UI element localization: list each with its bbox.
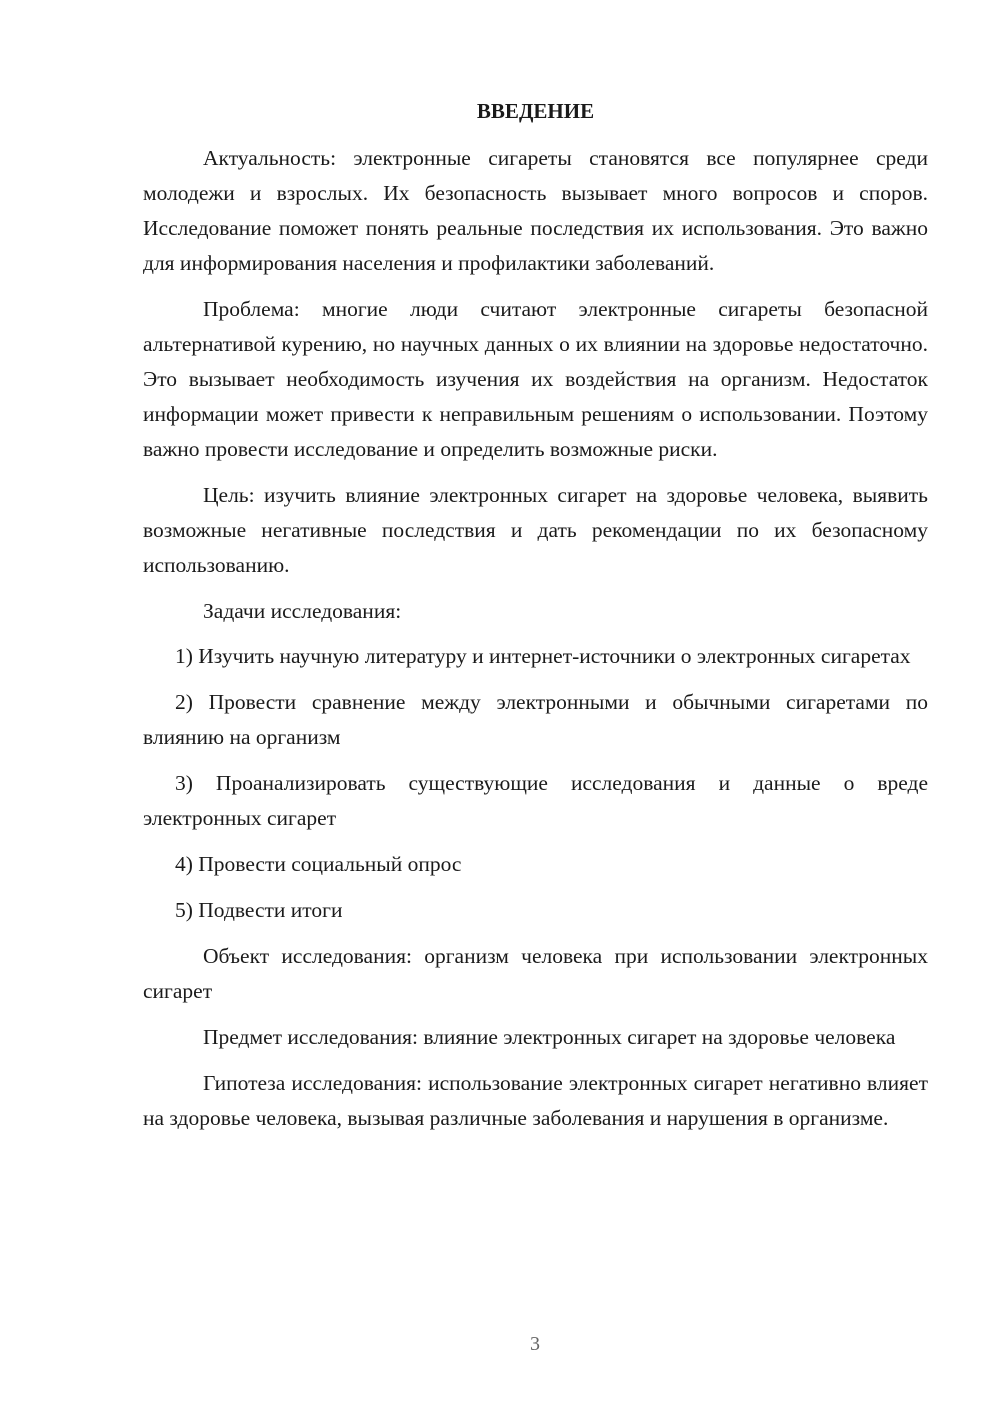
task-item-5: 5) Подвести итоги — [175, 898, 343, 922]
paragraph-hypothesis: Гипотеза исследования: использование электронных сигарет негативно влияет на здоровье человека, вызывая различные заболевания и нарушения в организме. — [143, 1071, 928, 1130]
paragraph-subject: Предмет исследования: влияние электронных сигарет на здоровье человека — [203, 1025, 896, 1049]
paragraph-relevance: Актуальность: электронные сигареты становятся все популярнее среди молодежи и взрослых. Их безопасность вызывает много вопросов и споров. Исследование поможет понять реальные последствия их использования. Это важно для информирования населения и профилактики заболеваний. — [143, 146, 928, 275]
tasks-heading: Задачи исследования: — [203, 599, 402, 623]
paragraph-goal: Цель: изучить влияние электронных сигарет на здоровье человека, выявить возможные негативные последствия и дать рекомендации по их безопасному использованию. — [143, 483, 928, 577]
paragraph-problem: Проблема: многие люди считают электронные сигареты безопасной альтернативой курению, но научных данных о их влиянии на здоровье недостаточно. Это вызывает необходимость изучения их воздействия на организм. Недостаток информации может привести к неправильным решениям о использовании. Поэтому важно провести исследование и определить возможные риски. — [143, 297, 928, 461]
document-page — [143, 96, 928, 1147]
task-item-2: 2) Провести сравнение между электронными и обычными сигаретами по влиянию на организм — [143, 690, 928, 749]
task-item-3: 3) Проанализировать существующие исследования и данные о вреде электронных сигарет — [143, 771, 928, 830]
task-list — [143, 639, 928, 928]
page-number: 3 — [530, 1333, 540, 1355]
paragraph-object: Объект исследования: организм человека при использовании электронных сигарет — [143, 944, 928, 1003]
page-title: ВВЕДЕНИЕ — [476, 99, 595, 123]
task-item-1: 1) Изучить научную литературу и интернет-источники о электронных сигаретах — [175, 644, 911, 668]
task-item-4: 4) Провести социальный опрос — [175, 852, 462, 876]
